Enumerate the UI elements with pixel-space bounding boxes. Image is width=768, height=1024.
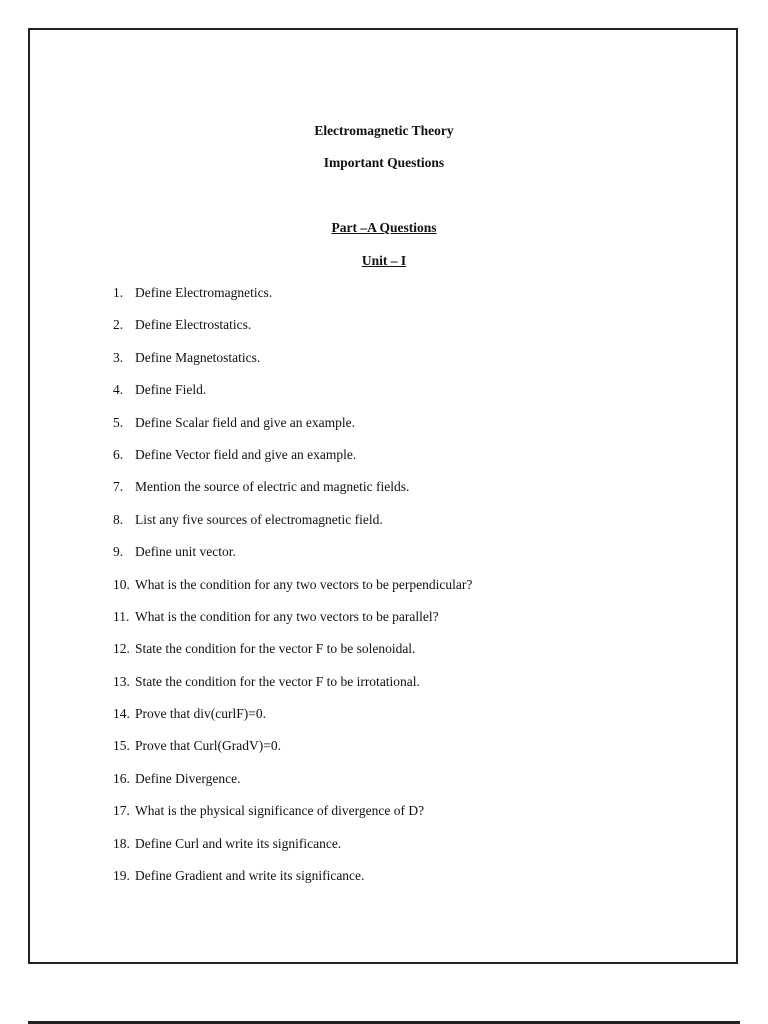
- question-number: 6.: [113, 446, 124, 462]
- question-item: [113, 771, 713, 803]
- question-item: [113, 803, 713, 835]
- question-text: Define Vector field and give an example.: [135, 446, 357, 462]
- question-list: [113, 285, 713, 900]
- question-item: [113, 836, 713, 868]
- question-text: Define Divergence.: [135, 770, 241, 786]
- question-text: What is the condition for any two vectors to be perpendicular?: [135, 576, 473, 592]
- question-item: [113, 382, 713, 414]
- question-item: [113, 317, 713, 349]
- question-text: Define Curl and write its significance.: [135, 835, 342, 851]
- question-number: 9.: [113, 544, 124, 560]
- question-number: 16.: [113, 770, 130, 786]
- question-item: [113, 415, 713, 447]
- question-text: Define Magnetostatics.: [135, 349, 261, 365]
- question-number: 13.: [113, 673, 130, 689]
- question-item: [113, 868, 713, 900]
- question-number: 14.: [113, 706, 130, 722]
- question-number: 7.: [113, 479, 124, 495]
- question-item: [113, 738, 713, 770]
- question-text: Define unit vector.: [135, 544, 236, 560]
- question-text: Define Gradient and write its significance.: [135, 868, 365, 884]
- question-number: 8.: [113, 511, 124, 527]
- question-number: 4.: [113, 382, 124, 398]
- question-item: [113, 577, 713, 609]
- question-text: What is the condition for any two vectors to be parallel?: [135, 608, 439, 624]
- question-text: State the condition for the vector F to be irrotational.: [135, 673, 420, 689]
- question-text: What is the physical significance of divergence of D?: [135, 803, 425, 819]
- question-text: Define Electromagnetics.: [135, 285, 273, 300]
- question-text: List any five sources of electromagnetic field.: [135, 511, 383, 527]
- part-heading: Part –A Questions: [331, 220, 437, 235]
- question-text: Define Scalar field and give an example.: [135, 414, 356, 430]
- question-item: [113, 447, 713, 479]
- question-number: 12.: [113, 641, 130, 657]
- question-number: 5.: [113, 414, 124, 430]
- question-item: [113, 641, 713, 673]
- question-number: 1.: [113, 285, 124, 300]
- question-item: [113, 609, 713, 641]
- question-text: Define Field.: [135, 382, 207, 398]
- question-item: [113, 285, 713, 317]
- question-text: State the condition for the vector F to be solenoidal.: [135, 641, 416, 657]
- question-text: Define Electrostatics.: [135, 317, 252, 333]
- question-number: 18.: [113, 835, 130, 851]
- question-item: [113, 512, 713, 544]
- question-item: [113, 544, 713, 576]
- question-text: Prove that Curl(GradV)=0.: [135, 738, 281, 754]
- question-number: 17.: [113, 803, 130, 819]
- document-title: Electromagnetic Theory: [314, 123, 454, 138]
- question-number: 10.: [113, 576, 130, 592]
- question-number: 11.: [113, 608, 130, 624]
- question-number: 2.: [113, 317, 124, 333]
- question-number: 3.: [113, 349, 124, 365]
- question-text: Prove that div(curlF)=0.: [135, 706, 266, 722]
- question-number: 19.: [113, 868, 130, 884]
- question-item: [113, 674, 713, 706]
- question-text: Mention the source of electric and magnetic fields.: [135, 479, 410, 495]
- question-item: [113, 706, 713, 738]
- document-subtitle: Important Questions: [323, 155, 445, 170]
- question-item: [113, 350, 713, 382]
- question-number: 15.: [113, 738, 130, 754]
- question-item: [113, 479, 713, 511]
- unit-heading: Unit – I: [361, 253, 407, 268]
